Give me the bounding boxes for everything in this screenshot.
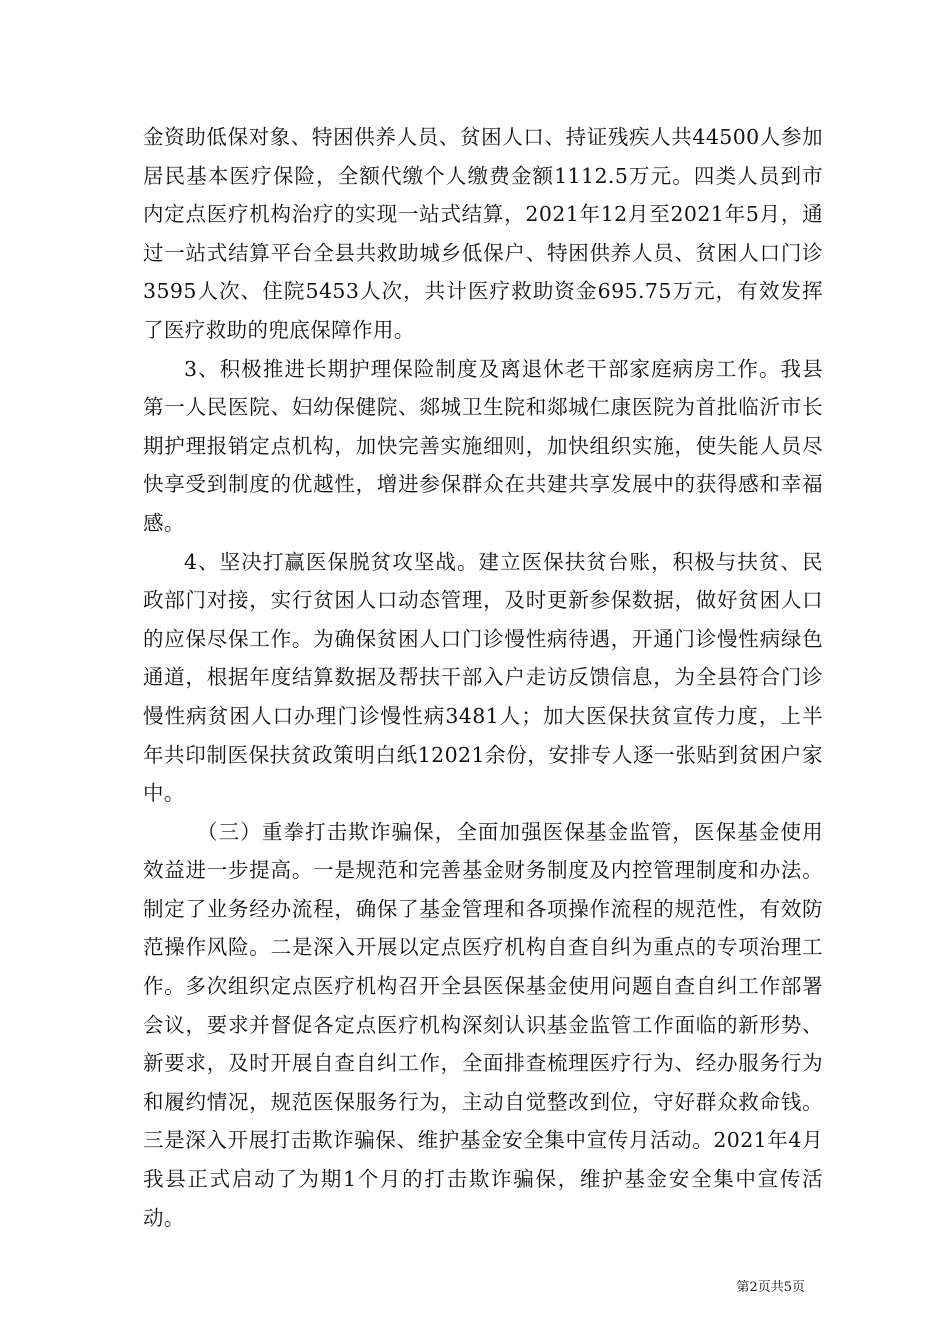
paragraph-item-4: 4、坚决打赢医保脱贫攻坚战。建立医保扶贫台账，积极与扶贫、民政部门对接，实行贫困人口动态管理，及时更新参保数据，做好贫困人口的应保尽保工作。为确保贫困人口门诊慢性病待遇，开通门诊慢性病绿色通道，根据年度结算数据及帮扶干部入户走访反馈信息，为全县符合门诊慢性病贫困人口办理门诊慢性病3481人；加大医保扶贫宣传力度，上半年共印制医保扶贫政策明白纸12021余份，安排专人逐一张贴到贫困户家中。: [143, 549, 823, 806]
page-number: 第2页共5页: [736, 1280, 805, 1295]
document-body: [143, 118, 823, 1237]
paragraph-section-3: （三）重拳打击欺诈骗保，全面加强医保基金监管，医保基金使用效益进一步提高。一是规范和完善基金财务制度及内控管理制度和办法。制定了业务经办流程，确保了基金管理和各项操作流程的规范性，有效防范操作风险。二是深入开展以定点医疗机构自查自纠为重点的专项治理工作。多次组织定点医疗机构召开全县医保基金使用问题自查自纠工作部署会议，要求并督促各定点医疗机构深刻认识基金监管工作面临的新形势、新要求，及时开展自查自纠工作，全面排查梳理医疗行为、经办服务行为和履约情况，规范医保服务行为，主动自觉整改到位，守好群众救命钱。三是深入开展打击欺诈骗保、维护基金安全集中宣传月活动。2021年4月我县正式启动了为期1个月的打击欺诈骗保，维护基金安全集中宣传活动。: [143, 819, 823, 1230]
paragraph-continued: 金资助低保对象、特困供养人员、贫困人口、持证残疾人共44500人参加居民基本医疗保险，全额代缴个人缴费金额1112.5万元。四类人员到市内定点医疗机构治疗的实现一站式结算，2021年12月至2021年5月，通过一站式结算平台全县共救助城乡低保户、特困供养人员、贫困人口门诊3595人次、住院5453人次，共计医疗救助资金695.75万元，有效发挥了医疗救助的兜底保障作用。: [143, 125, 823, 342]
paragraph-item-3: 3、积极推进长期护理保险制度及离退休老干部家庭病房工作。我县第一人民医院、妇幼保健院、郯城卫生院和郯城仁康医院为首批临沂市长期护理报销定点机构，加快完善实施细则，加快组织实施，使失能人员尽快享受到制度的优越性，增进参保群众在共建共享发展中的获得感和幸福感。: [143, 356, 823, 535]
